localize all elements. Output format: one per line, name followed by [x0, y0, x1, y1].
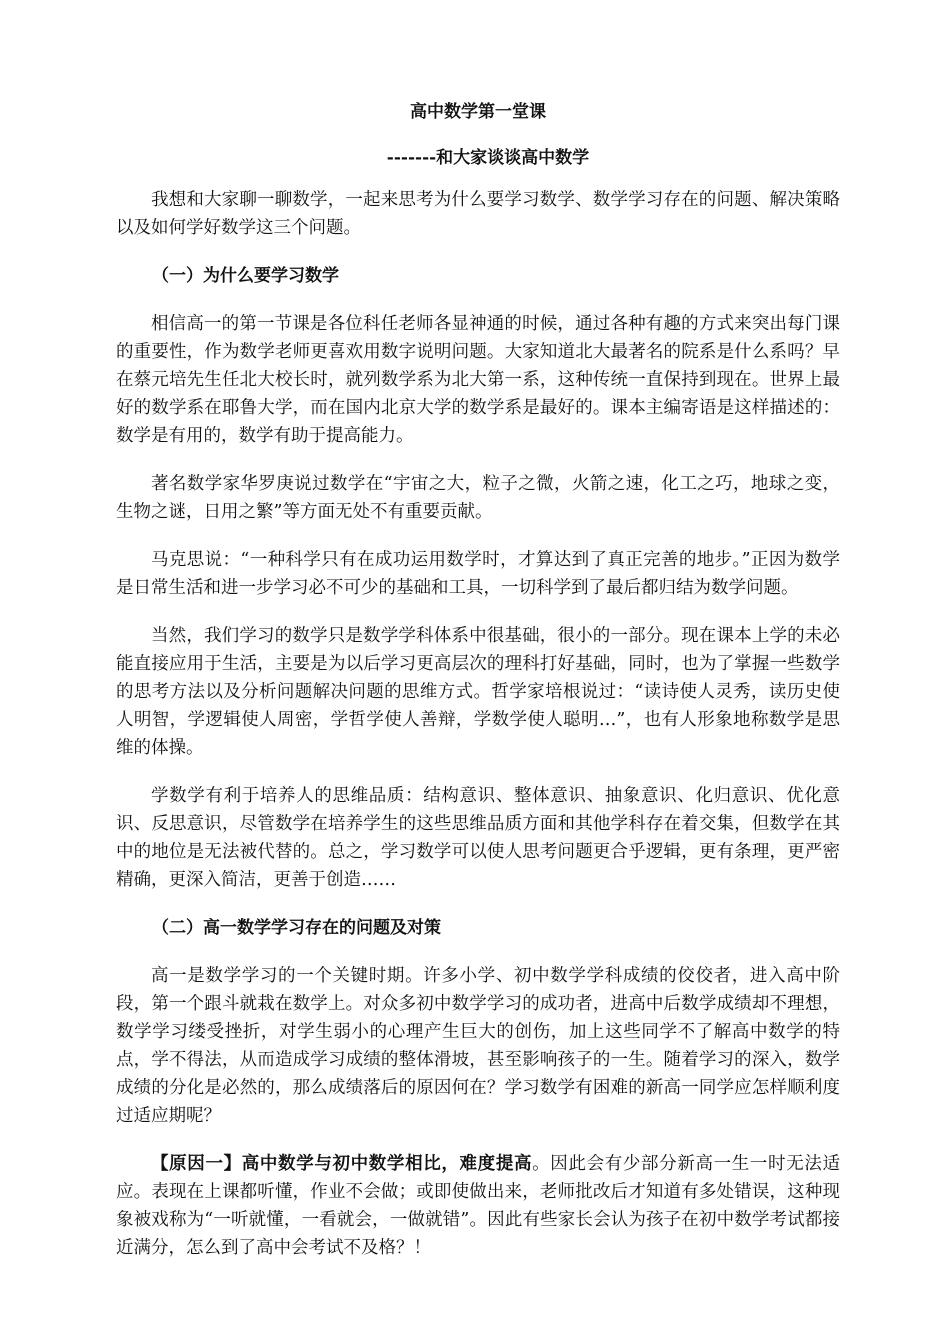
paragraph-marx-quote: 马克思说：“一种科学只有在成功运用数学时，才算达到了真正完善的地步。”正因为数学是日常生活和进一步学习必不可少的基础和工具，一切科学到了最后都归结为数学问题。	[116, 550, 840, 598]
document-subtitle: -------和大家谈谈高中数学	[386, 148, 590, 168]
document-title: 高中数学第一堂课	[410, 102, 546, 122]
paragraph-thinking-qualities: 学数学有利于培养人的思维品质：结构意识、整体意识、抽象意识、化归意识、优化意识、反思意识，尽管数学在培养学生的这些思维品质方面和其他学科存在着交集，但数学在其中的地位是无法被代替的。总之，学习数学可以使人思考问题更合乎逻辑，更有条理，更严密精确，更深入简洁，更善于创造……	[116, 786, 840, 890]
paragraph-hua-luogeng-quote: 著名数学家华罗庚说过数学在“宇宙之大，粒子之微，火箭之速，化工之巧，地球之变，生物之谜，日用之繁”等方面无处不有重要贡献。	[116, 474, 840, 522]
section-heading-why-learn-math: （一）为什么要学习数学	[152, 266, 339, 286]
intro-paragraph: 我想和大家聊一聊数学，一起来思考为什么要学习数学、数学学习存在的问题、解决策略以及如何学好数学这三个问题。	[116, 190, 840, 238]
paragraph-reason-one	[116, 1150, 840, 1262]
paragraph-critical-period: 高一是数学学习的一个关键时期。许多小学、初中数学学科成绩的佼佼者，进入高中阶段，第一个跟斗就栽在数学上。对众多初中数学学习的成功者，进高中后数学成绩却不理想，数学学习缕受挫折，对学生弱小的心理产生巨大的创伤，加上这些同学不了解高中数学的特点，学不得法，从而造成学习成绩的整体滑坡，甚至影响孩子的一生。随着学习的深入，数学成绩的分化是必然的，那么成绩落后的原因何在？学习数学有困难的新高一同学应怎样顺利度过适应期呢？	[116, 966, 840, 1126]
paragraph-subject-importance: 相信高一的第一节课是各位科任老师各显神通的时候，通过各种有趣的方式来突出每门课的重要性，作为数学老师更喜欢用数字说明问题。大家知道北大最著名的院系是什么系吗？早在蔡元培先生任北大校长时，就列数学系为北大第一系，这种传统一直保持到现在。世界上最好的数学系在耶鲁大学，而在国内北京大学的数学系是最好的。课本主编寄语是这样描述的：数学是有用的，数学有助于提高能力。	[116, 314, 840, 446]
section-heading-problems-and-strategies: （二）高一数学学习存在的问题及对策	[152, 918, 441, 938]
reason-one-label: 【原因一】高中数学与初中数学相比，难度提高	[151, 1154, 533, 1174]
reason-one-text: 。因此会有少部分新高一生一时无法适应。表现在上课都听懂，作业不会做；或即使做出来，老师批改后才知道有多处错误，这种现象被戏称为“一听就懂，一看就会，一做就错”。因此有些家长会认为孩子在初中数学考试都接近满分，怎么到了高中会考试不及格？！	[116, 1154, 841, 1258]
paragraph-bacon-quote: 当然，我们学习的数学只是数学学科体系中很基础，很小的一部分。现在课本上学的未必能直接应用于生活，主要是为以后学习更高层次的理科打好基础，同时，也为了掌握一些数学的思考方法以及分析问题解决问题的思维方式。哲学家培根说过：“读诗使人灵秀，读历史使人明智，学逻辑使人周密，学哲学使人善辩，学数学使人聪明…”，也有人形象地称数学是思维的体操。	[116, 626, 840, 758]
